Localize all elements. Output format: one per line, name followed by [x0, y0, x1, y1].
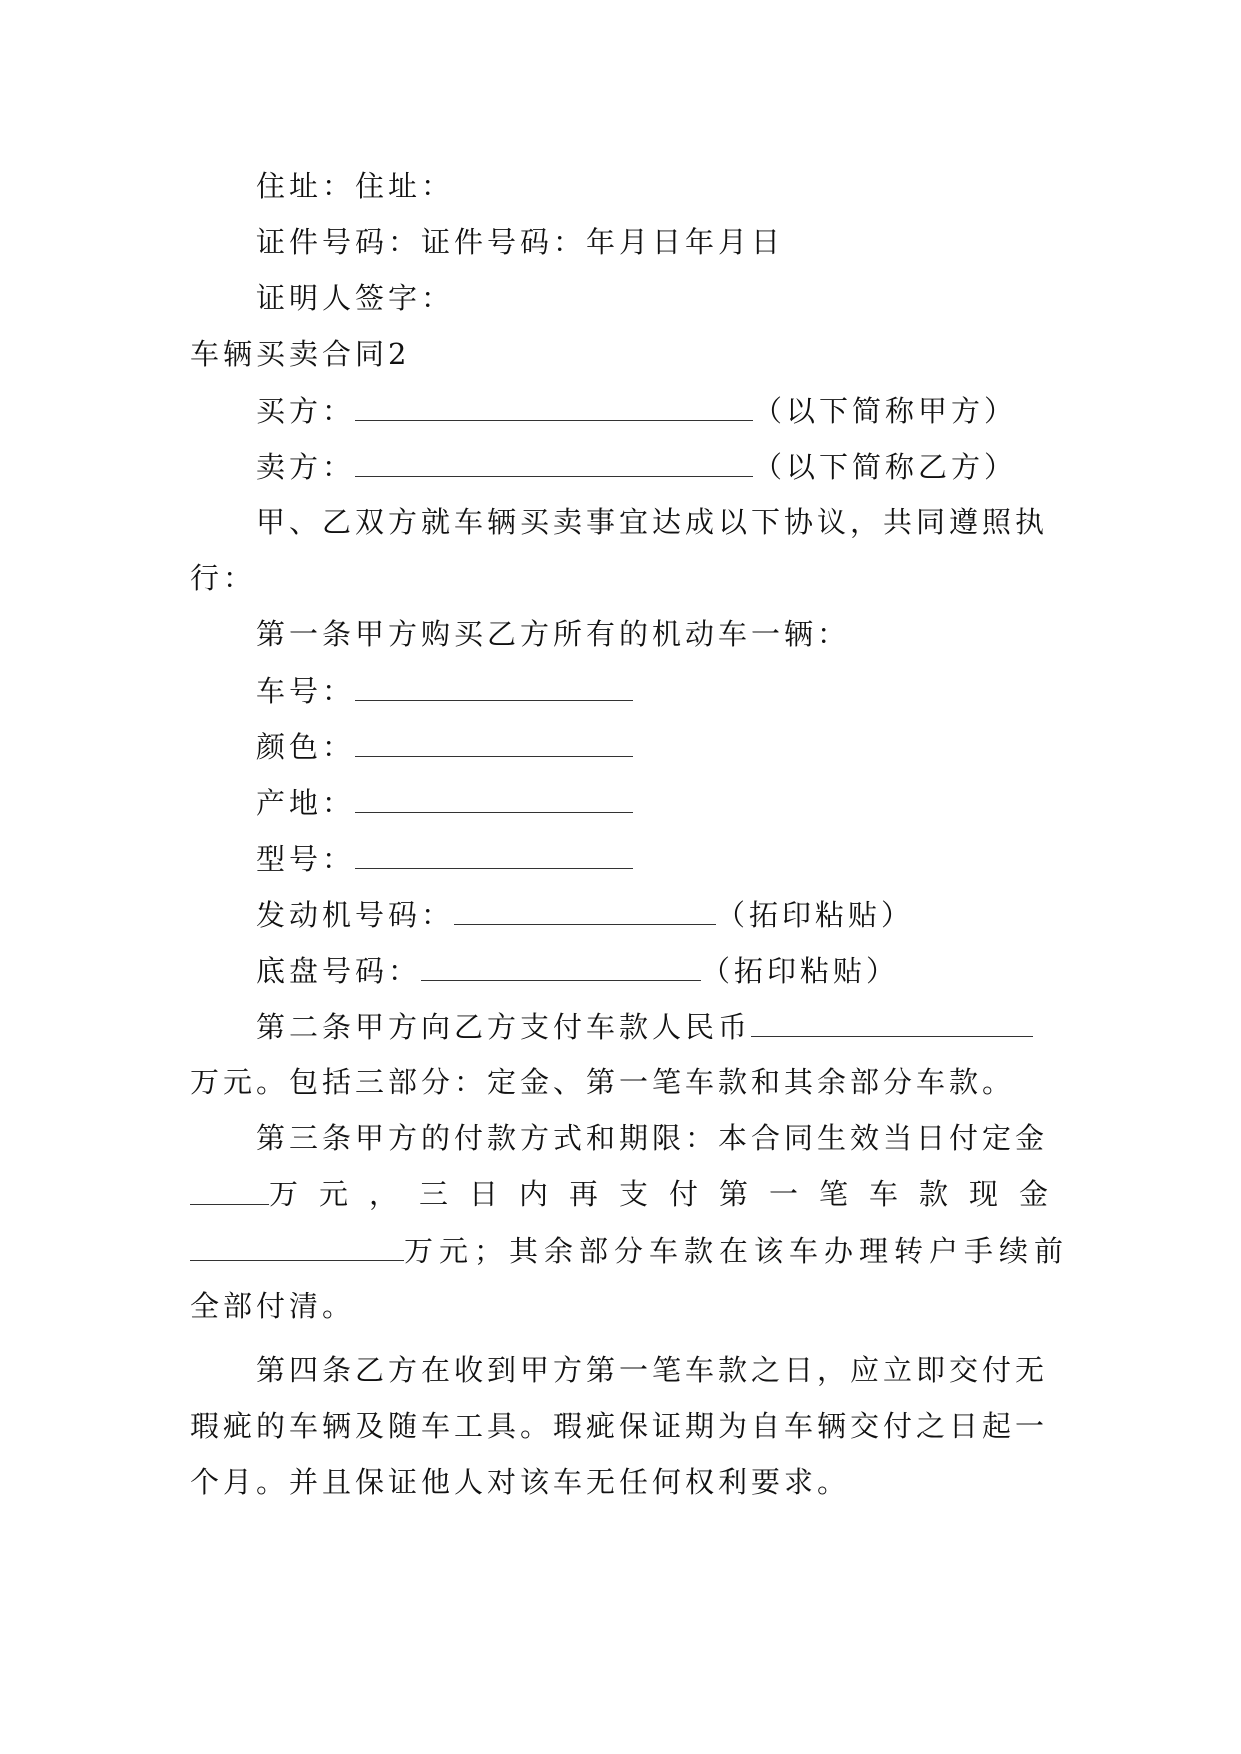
witness-signature-line: 证明人签字：	[256, 281, 455, 315]
color-label: 颜色：	[256, 730, 356, 764]
engine-number-line	[256, 894, 914, 935]
id-number-line: 证件号码：证件号码：年月日年月日	[256, 225, 785, 259]
plate-label: 车号：	[256, 674, 356, 708]
chassis-note: （拓印粘贴）	[701, 954, 900, 988]
chassis-label: 底盘号码：	[256, 954, 422, 988]
chassis-blank[interactable]	[421, 950, 701, 981]
intro-line-cont: 行：	[190, 561, 257, 595]
color-blank[interactable]	[355, 726, 633, 757]
engine-note: （拓印粘贴）	[716, 898, 915, 932]
model-line	[256, 838, 633, 879]
first-payment-blank[interactable]	[190, 1230, 404, 1261]
seller-line	[256, 446, 1017, 487]
address-line: 住址：住址：	[256, 169, 455, 203]
deposit-blank[interactable]	[190, 1174, 269, 1205]
article-3-line-4: 全部付清。	[190, 1289, 356, 1323]
chassis-number-line	[256, 950, 899, 991]
article-4-line-3: 个月。并且保证他人对该车无任何权利要求。	[190, 1465, 851, 1499]
seller-note: （以下简称乙方）	[753, 450, 1018, 484]
article-2	[256, 1006, 1033, 1047]
article-3-line-3-text: 万元；其余部分车款在该车办理转户手续前	[404, 1234, 1070, 1268]
model-blank[interactable]	[355, 838, 633, 869]
article-1: 第一条甲方购买乙方所有的机动车一辆：	[256, 617, 851, 651]
intro-line: 甲、乙双方就车辆买卖事宜达成以下协议，共同遵照执	[256, 505, 1049, 539]
buyer-line	[256, 390, 1017, 431]
contract-title: 车辆买卖合同2	[190, 337, 411, 371]
origin-blank[interactable]	[355, 782, 633, 813]
origin-label: 产地：	[256, 786, 356, 820]
article-4: 第四条乙方在收到甲方第一笔车款之日，应立即交付无	[256, 1353, 1049, 1387]
buyer-blank[interactable]	[355, 390, 753, 421]
article-2-cont: 万元。包括三部分：定金、第一笔车款和其余部分车款。	[190, 1065, 1016, 1099]
buyer-label: 买方：	[256, 394, 356, 428]
article-2-text: 第二条甲方向乙方支付车款人民币	[256, 1010, 752, 1044]
color-line	[256, 726, 633, 767]
seller-label: 卖方：	[256, 450, 356, 484]
plate-blank[interactable]	[355, 670, 633, 701]
seller-blank[interactable]	[355, 446, 753, 477]
article-3-line-2	[190, 1174, 1069, 1214]
article-4-line-2: 瑕疵的车辆及随车工具。瑕疵保证期为自车辆交付之日起一	[190, 1409, 1049, 1443]
origin-line	[256, 782, 633, 823]
engine-label: 发动机号码：	[256, 898, 455, 932]
article-3-line-2-text: 万元，三日内再支付第一笔车款现金	[268, 1177, 1069, 1211]
price-blank[interactable]	[751, 1006, 1033, 1037]
buyer-note: （以下简称甲方）	[753, 394, 1018, 428]
plate-line	[256, 670, 633, 711]
article-3: 第三条甲方的付款方式和期限：本合同生效当日付定金	[256, 1121, 1049, 1155]
engine-blank[interactable]	[454, 894, 716, 925]
model-label: 型号：	[256, 842, 356, 876]
article-3-line-3	[190, 1230, 1069, 1271]
